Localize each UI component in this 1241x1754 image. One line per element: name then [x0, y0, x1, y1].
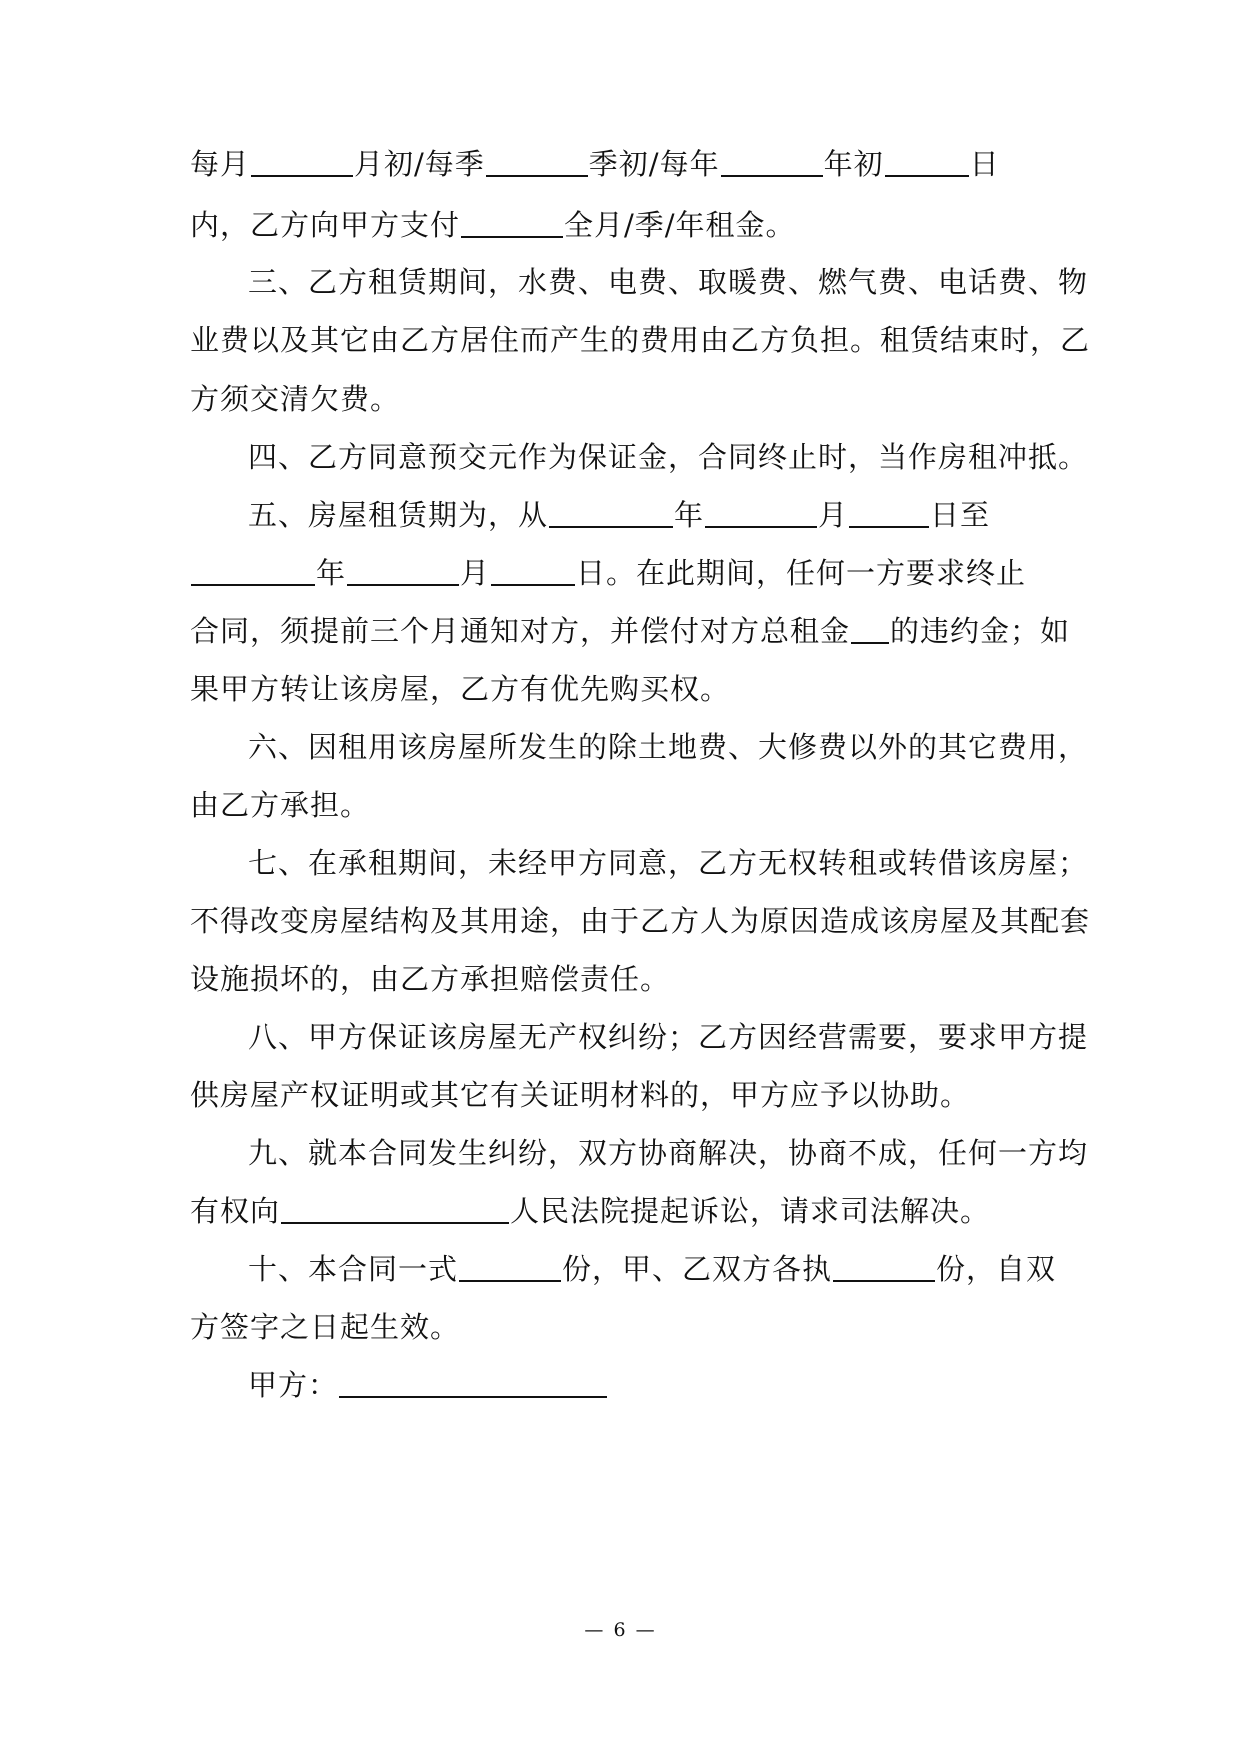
clause4-line1: 四、乙方同意预交元作为保证金，合同终止时，当作房租冲抵。 — [248, 440, 1089, 474]
blank-field — [549, 496, 673, 528]
clause9-line1: 九、就本合同发生纠纷，双方协商解决，协商不成，任何一方均 — [248, 1136, 1089, 1170]
blank-field — [721, 145, 823, 177]
text: 份，自双 — [936, 1252, 1057, 1286]
blank-field — [191, 554, 315, 586]
blank-field — [851, 612, 889, 644]
clause6-line2: 由乙方承担。 — [190, 788, 371, 822]
clause6-line1: 六、因租用该房屋所发生的除土地费、大修费以外的其它费用， — [248, 730, 1089, 764]
clause7-line2: 不得改变房屋结构及其用途，由于乙方人为原因造成该房屋及其配套 — [190, 904, 1091, 938]
clause9-line2 — [190, 1189, 1060, 1233]
signature-line — [248, 1363, 1060, 1407]
text: 日至 — [930, 498, 991, 532]
clause2-line1 — [190, 142, 1060, 186]
clause3-line2: 业费以及其它由乙方居住而产生的费用由乙方负担。租赁结束时，乙 — [190, 323, 1091, 357]
text: 季初/每年 — [588, 147, 720, 181]
clause3-line1: 三、乙方租赁期间，水费、电费、取暖费、燃气费、电话费、物 — [248, 265, 1089, 299]
page-number: — 6 — — [584, 1619, 657, 1641]
clause5-line2 — [190, 551, 1060, 595]
blank-field — [885, 145, 969, 177]
clause7-line1: 七、在承租期间，未经甲方同意，乙方无权转租或转借该房屋； — [248, 846, 1089, 880]
text: 月 — [818, 498, 849, 532]
text: 月 — [460, 556, 491, 590]
text: 五、房屋租赁期为，从 — [248, 498, 549, 532]
text: 有权向 — [190, 1194, 281, 1228]
text: 日 — [969, 147, 1000, 181]
clause2-line2 — [190, 203, 1060, 247]
text: 每月 — [190, 147, 251, 181]
clause10-line1 — [248, 1247, 1060, 1291]
party-a-signature-blank — [339, 1366, 607, 1398]
clause7-line3: 设施损坏的，由乙方承担赔偿责任。 — [190, 962, 671, 996]
blank-field — [347, 554, 459, 586]
clause8-line1: 八、甲方保证该房屋无产权纠纷；乙方因经营需要，要求甲方提 — [248, 1020, 1089, 1054]
clause5-line1 — [248, 493, 1060, 537]
text: 合同，须提前三个月通知对方，并偿付对方总租金 — [190, 614, 851, 648]
text: 年初 — [823, 147, 884, 181]
text: 年 — [316, 556, 347, 590]
text: 月初/每季 — [354, 147, 485, 181]
blank-field — [849, 496, 929, 528]
text: 全月/季/年租金。 — [564, 208, 796, 242]
copies-each-blank-field — [833, 1250, 935, 1282]
text: 份，甲、乙双方各执 — [562, 1252, 833, 1286]
text: 的违约金；如 — [890, 614, 1071, 648]
blank-field — [461, 206, 563, 238]
blank-field — [491, 554, 575, 586]
clause5-line4: 果甲方转让该房屋，乙方有优先购买权。 — [190, 672, 731, 706]
clause3-line3: 方须交清欠费。 — [190, 382, 401, 416]
clause5-line3 — [190, 609, 1071, 653]
blank-field — [251, 145, 353, 177]
blank-field — [705, 496, 817, 528]
text: 日。在此期间，任何一方要求终止 — [576, 556, 1027, 590]
clause10-line2: 方签字之日起生效。 — [190, 1310, 461, 1344]
text: 内，乙方向甲方支付 — [190, 208, 461, 242]
text: 人民法院提起诉讼，请求司法解决。 — [510, 1194, 991, 1228]
copies-blank-field — [459, 1250, 561, 1282]
text: 年 — [674, 498, 705, 532]
party-a-label: 甲方： — [248, 1368, 339, 1402]
court-blank-field — [281, 1192, 509, 1224]
blank-field — [486, 145, 588, 177]
clause8-line2: 供房屋产权证明或其它有关证明材料的，甲方应予以协助。 — [190, 1078, 971, 1112]
text: 十、本合同一式 — [248, 1252, 459, 1286]
